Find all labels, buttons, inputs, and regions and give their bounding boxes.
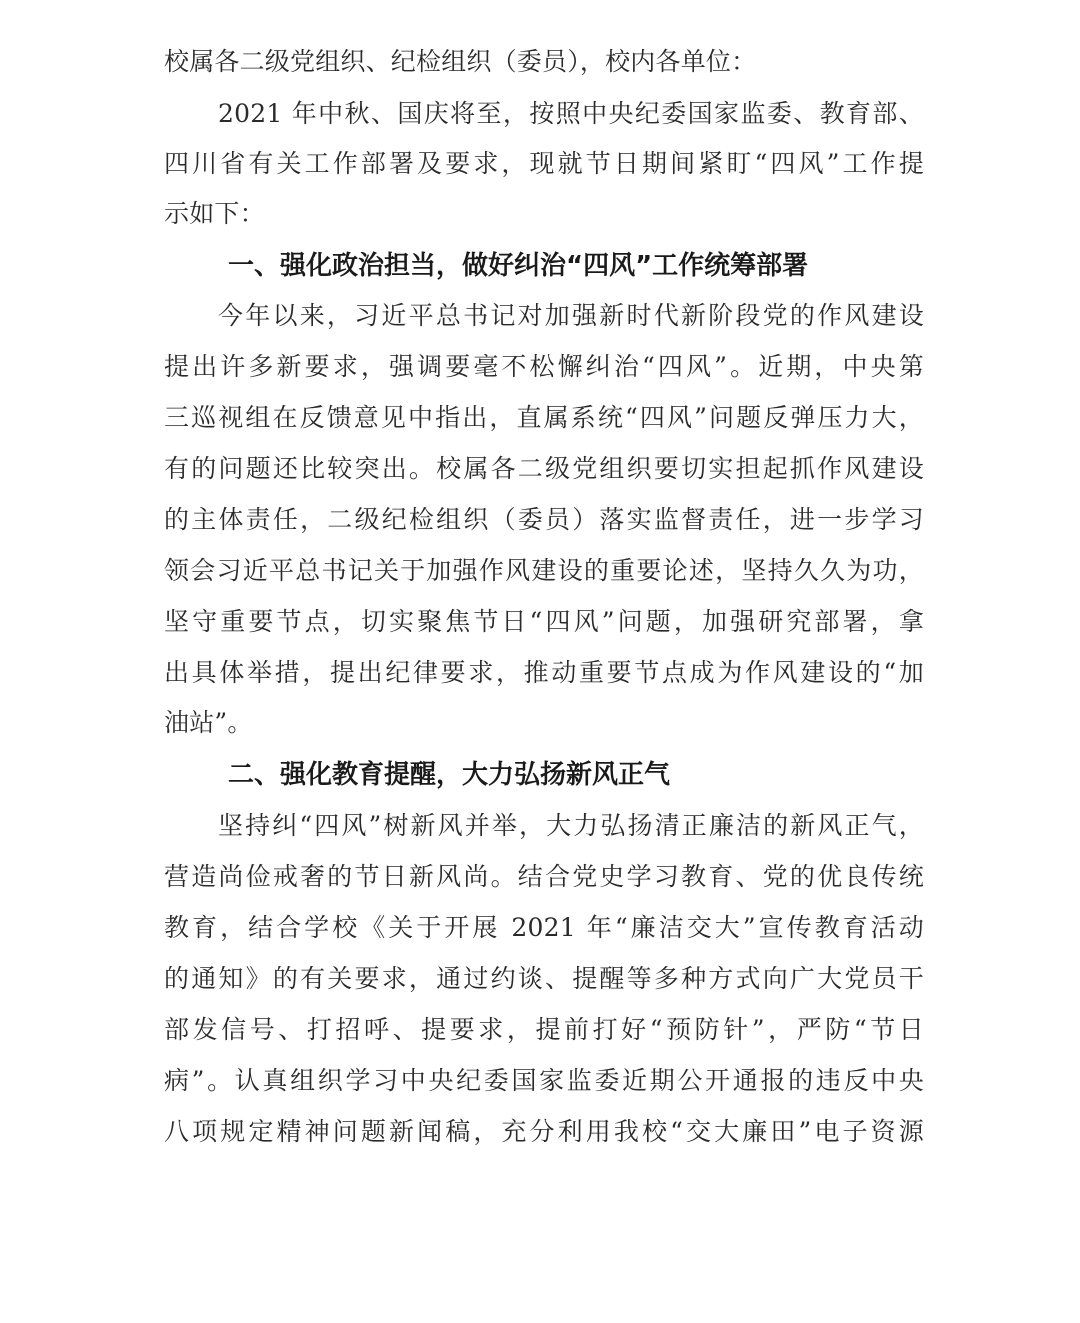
section-2-heading: 二、强化教育提醒，大力弘扬新风正气	[228, 760, 671, 790]
section-1-line: 出具体举措，提出纪律要求，推动重要节点成为作风建设的“加	[164, 658, 924, 687]
section-1-line: 三巡视组在反馈意见中指出，直属系统“四风”问题反弹压力大，	[164, 403, 924, 432]
section-1-line: 有的问题还比较突出。校属各二级党组织要切实担起抓作风建设	[164, 454, 924, 483]
section-2-line: 教育，结合学校《关于开展 2021 年“廉洁交大”宣传教育活动	[164, 913, 924, 942]
section-1-line: 的主体责任，二级纪检组织（委员）落实监督责任，进一步学习	[164, 505, 924, 534]
intro-paragraph-line: 2021 年中秋、国庆将至，按照中央纪委国家监委、教育部、	[218, 99, 924, 128]
section-1-line: 领会习近平总书记关于加强作风建设的重要论述，坚持久久为功，	[164, 556, 924, 585]
section-2-line: 病”。认真组织学习中央纪委国家监委近期公开通报的违反中央	[164, 1066, 924, 1095]
intro-paragraph-line: 四川省有关工作部署及要求，现就节日期间紧盯“四风”工作提	[164, 149, 924, 178]
section-2-line: 的通知》的有关要求，通过约谈、提醒等多种方式向广大党员干	[164, 964, 924, 993]
section-1-line: 坚守重要节点，切实聚焦节日“四风”问题，加强研究部署，拿	[164, 607, 924, 636]
section-1-line: 油站”。	[164, 708, 253, 737]
intro-paragraph-line: 示如下：	[164, 199, 265, 228]
section-2-line: 部发信号、打招呼、提要求，提前打好“预防针”，严防“节日	[164, 1015, 924, 1044]
section-1-heading: 一、强化政治担当，做好纠治“四风”工作统筹部署	[228, 251, 809, 281]
section-2-line: 八项规定精神问题新闻稿，充分利用我校“交大廉田”电子资源	[164, 1117, 924, 1146]
salutation-line: 校属各二级党组织、纪检组织（委员），校内各单位：	[164, 47, 757, 76]
section-1-line: 提出许多新要求，强调要毫不松懈纠治“四风”。近期，中央第	[164, 352, 924, 381]
section-1-line: 今年以来，习近平总书记对加强新时代新阶段党的作风建设	[218, 301, 924, 330]
section-2-line: 坚持纠“四风”树新风并举，大力弘扬清正廉洁的新风正气，	[218, 811, 924, 840]
section-2-line: 营造尚俭戒奢的节日新风尚。结合党史学习教育、党的优良传统	[164, 862, 924, 891]
